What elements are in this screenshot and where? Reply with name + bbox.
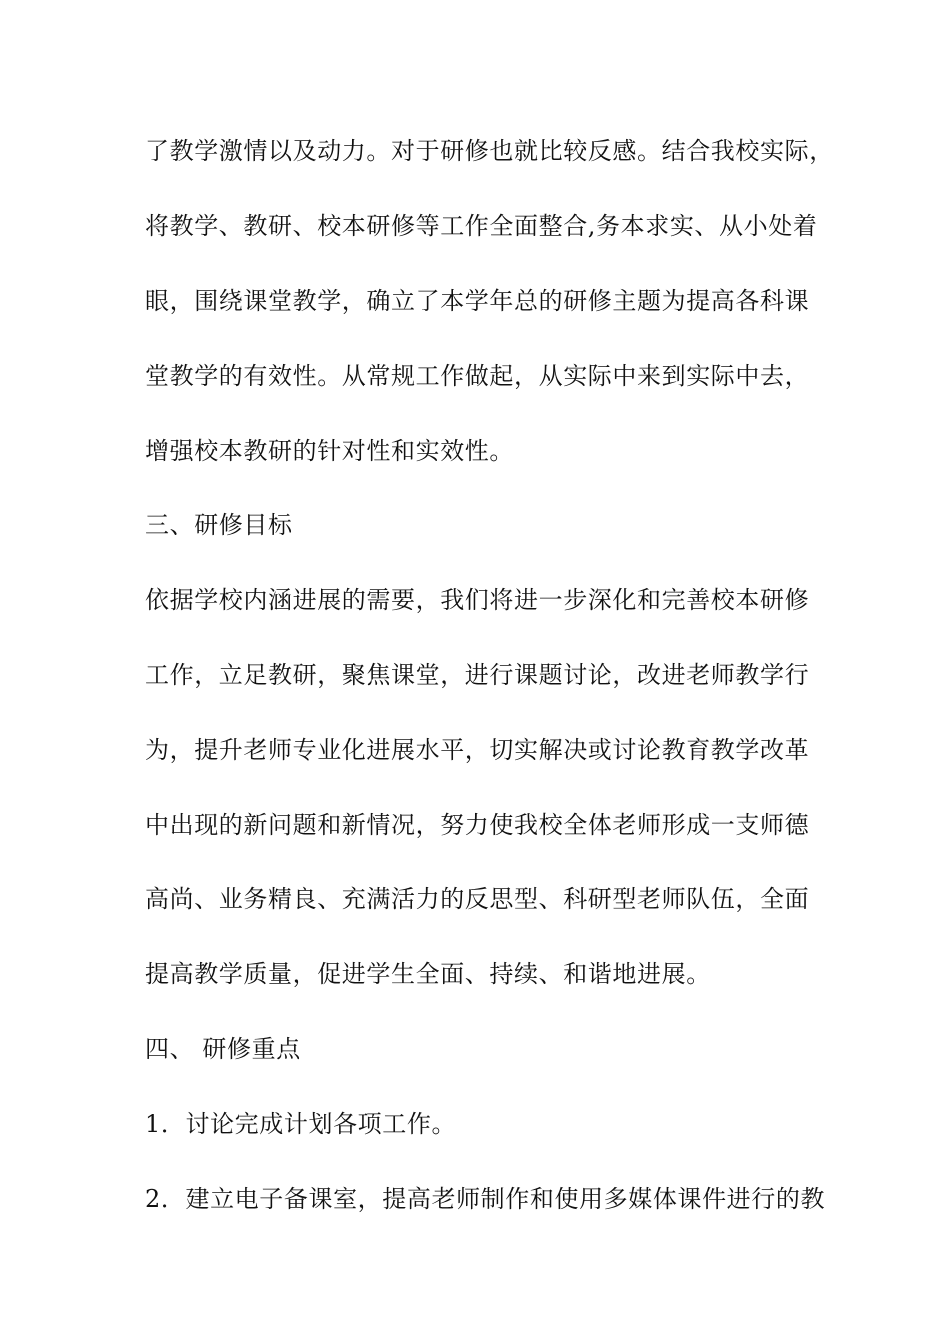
paragraph-line: 将教学、教研、校本研修等工作全面整合,务本求实、从小处着 xyxy=(145,212,818,240)
paragraph-line: 为，提升老师专业化进展水平，切实解决或讨论教育教学改革 xyxy=(145,736,810,764)
paragraph-line: 堂教学的有效性。从常规工作做起，从实际中来到实际中去， xyxy=(145,362,810,390)
section-heading: 四、 研修重点 xyxy=(145,1035,301,1063)
paragraph-line: 依据学校内涵进展的需要，我们将进一步深化和完善校本研修 xyxy=(145,586,810,614)
paragraph-line: 眼，围绕课堂教学，确立了本学年总的研修主题为提高各科课 xyxy=(145,287,810,315)
paragraph-line: 工作，立足教研，聚焦课堂，进行课题讨论，改进老师教学行 xyxy=(145,661,810,689)
section-heading: 三、研修目标 xyxy=(145,511,293,539)
paragraph-line: 增强校本教研的针对性和实效性。 xyxy=(145,437,514,465)
paragraph-line: 了教学激情以及动力。对于研修也就比较反感。结合我校实际， xyxy=(145,137,834,165)
paragraph-line: 提高教学质量，促进学生全面、持续、和谐地进展。 xyxy=(145,960,711,988)
paragraph-line: 高尚、业务精良、充满活力的反思型、科研型老师队伍，全面 xyxy=(145,885,810,913)
list-item: 2．建立电子备课室，提高老师制作和使用多媒体课件进行的教 xyxy=(145,1185,826,1213)
paragraph-line: 中出现的新问题和新情况，努力使我校全体老师形成一支师德 xyxy=(145,811,810,839)
list-item: 1．讨论完成计划各项工作。 xyxy=(145,1110,457,1138)
